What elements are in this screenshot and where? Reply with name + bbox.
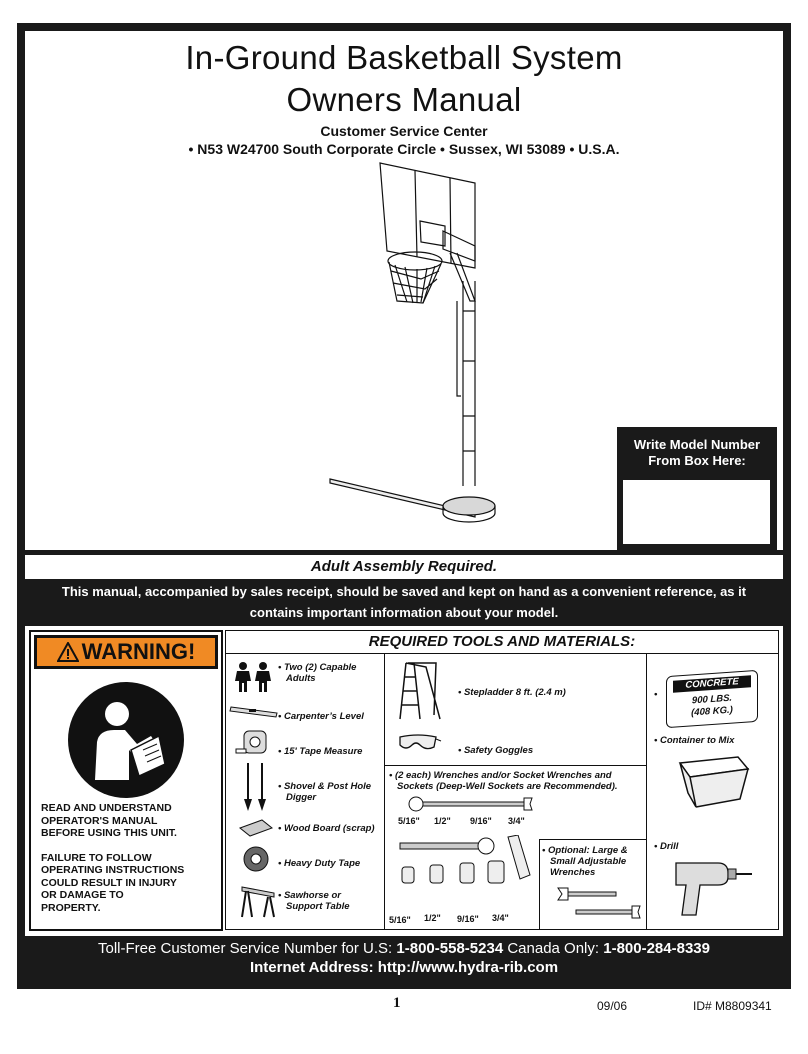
customer-service-phones — [25, 940, 783, 957]
concrete-bag-title: CONCRETE — [673, 675, 751, 692]
safety-goggles-icon — [396, 731, 442, 753]
assembly-note: Adult Assembly Required. — [25, 555, 783, 579]
combination-wrench-icon — [406, 796, 536, 812]
warning-heading: WARNING! — [81, 639, 196, 664]
warning-text-line: OR DAMAGE TO — [41, 889, 124, 901]
info-panel — [25, 626, 783, 936]
basketball-system-illustration — [325, 161, 535, 546]
model-label-line-2: From Box Here: — [648, 453, 746, 468]
drill-icon — [670, 857, 754, 919]
tool-level-label: • Carpenter’s Level — [278, 711, 364, 722]
wrench-size: 9/16" — [470, 816, 492, 826]
page-number: 1 — [393, 995, 401, 1011]
tools-box — [225, 630, 779, 930]
notice-text — [25, 581, 783, 623]
notice-line-1: This manual, accompanied by sales receipt, should be saved and kept on hand as a convenient reference, as it — [61, 584, 747, 599]
socket-size: 5/16" — [389, 915, 411, 925]
phone-us[interactable]: 1-800-558-5234 — [396, 940, 504, 957]
warning-text-line: FAILURE TO FOLLOW — [41, 851, 152, 864]
tool-container-label: • Container to Mix — [654, 735, 735, 746]
tools-heading: REQUIRED TOOLS AND MATERIALS: — [226, 631, 778, 654]
stepladder-icon — [398, 659, 442, 721]
model-number-field[interactable] — [623, 480, 770, 544]
tool-shovel-label: • Shovel & Post Hole Digger — [278, 781, 372, 803]
internet-address[interactable]: Internet Address: http://www.hydra-rib.com — [249, 959, 559, 976]
wood-board-icon — [238, 818, 274, 838]
canada-label: Canada Only: — [503, 940, 604, 957]
document-id: ID# M8809341 — [693, 999, 772, 1013]
document-date: 09/06 — [597, 999, 628, 1013]
warning-box — [29, 630, 223, 931]
socket-wrench-icon — [396, 835, 536, 895]
warning-triangle-icon — [57, 642, 79, 662]
model-number-label — [617, 437, 777, 469]
warning-text-line: READ AND UNDERSTAND — [41, 802, 172, 814]
duct-tape-icon — [240, 845, 272, 873]
tool-adjustable-label: • Optional: Large & Small Adjustable Wrenches — [542, 845, 628, 878]
warning-header — [34, 635, 218, 669]
concrete-bag — [666, 670, 758, 728]
tape-measure-icon — [234, 729, 270, 757]
warning-text-line: COULD RESULT IN INJURY — [41, 876, 177, 889]
shovel-icon — [240, 761, 270, 813]
cover-panel — [25, 31, 783, 550]
sawhorse-icon — [238, 879, 278, 919]
model-label-line-1: Write Model Number — [633, 437, 761, 452]
tool-goggles-label: • Safety Goggles — [458, 745, 534, 756]
warning-text-line: PROPERTY. — [41, 901, 101, 914]
wrench-size: 5/16" — [398, 816, 420, 826]
service-center: Customer Service Center — [320, 123, 488, 139]
concrete-bag-weight: 900 LBS. — [691, 692, 733, 707]
warning-text-line: BEFORE USING THIS UNIT. — [41, 827, 177, 839]
read-manual-icon — [59, 680, 193, 800]
warning-text-line: OPERATOR'S MANUAL — [41, 814, 158, 827]
tool-tape-label: • Heavy Duty Tape — [278, 858, 361, 869]
adjustable-wrench-icon — [556, 884, 642, 920]
tool-stepladder-label: • Stepladder 8 ft. (2.4 m) — [458, 687, 566, 698]
phone-canada[interactable]: 1-800-284-8339 — [603, 940, 710, 957]
two-adults-icon — [231, 661, 275, 693]
notice-line-2: contains important information about your model. — [249, 605, 559, 620]
wrench-size: 1/2" — [434, 816, 451, 826]
concrete-bullet: • — [654, 689, 658, 700]
level-icon — [229, 703, 279, 719]
address: • N53 W24700 South Corporate Circle • Sussex, WI 53089 • U.S.A. — [188, 141, 620, 157]
warning-text-line: OPERATING INSTRUCTIONS — [41, 864, 185, 876]
mixing-container-icon — [676, 753, 752, 813]
phone-label: Toll-Free Customer Service Number for U.S: — [97, 940, 397, 957]
tool-adults-label: • Two (2) Capable Adults — [278, 662, 357, 684]
socket-size: 3/4" — [492, 913, 509, 923]
concrete-bag-weight-kg: (408 KG.) — [691, 704, 733, 719]
socket-size: 9/16" — [457, 914, 479, 924]
tool-board-label: • Wood Board (scrap) — [278, 823, 375, 834]
tool-wrenches-label: • (2 each) Wrenches and/or Socket Wrenches and Sockets (Deep-Well Sockets are Recommended). — [389, 770, 618, 792]
title-line-1: In-Ground Basketball System — [185, 39, 623, 76]
tool-sawhorse-label: • Sawhorse or Support Table — [278, 890, 350, 912]
title-line-2: Owners Manual — [286, 81, 522, 118]
warning-text — [41, 802, 216, 914]
manual-cover — [17, 23, 791, 989]
wrench-size: 3/4" — [508, 816, 525, 826]
model-number-box — [617, 427, 777, 551]
tool-drill-label: • Drill — [654, 841, 679, 852]
tool-tape-measure-label: • 15' Tape Measure — [278, 746, 363, 757]
socket-size: 1/2" — [424, 913, 441, 923]
